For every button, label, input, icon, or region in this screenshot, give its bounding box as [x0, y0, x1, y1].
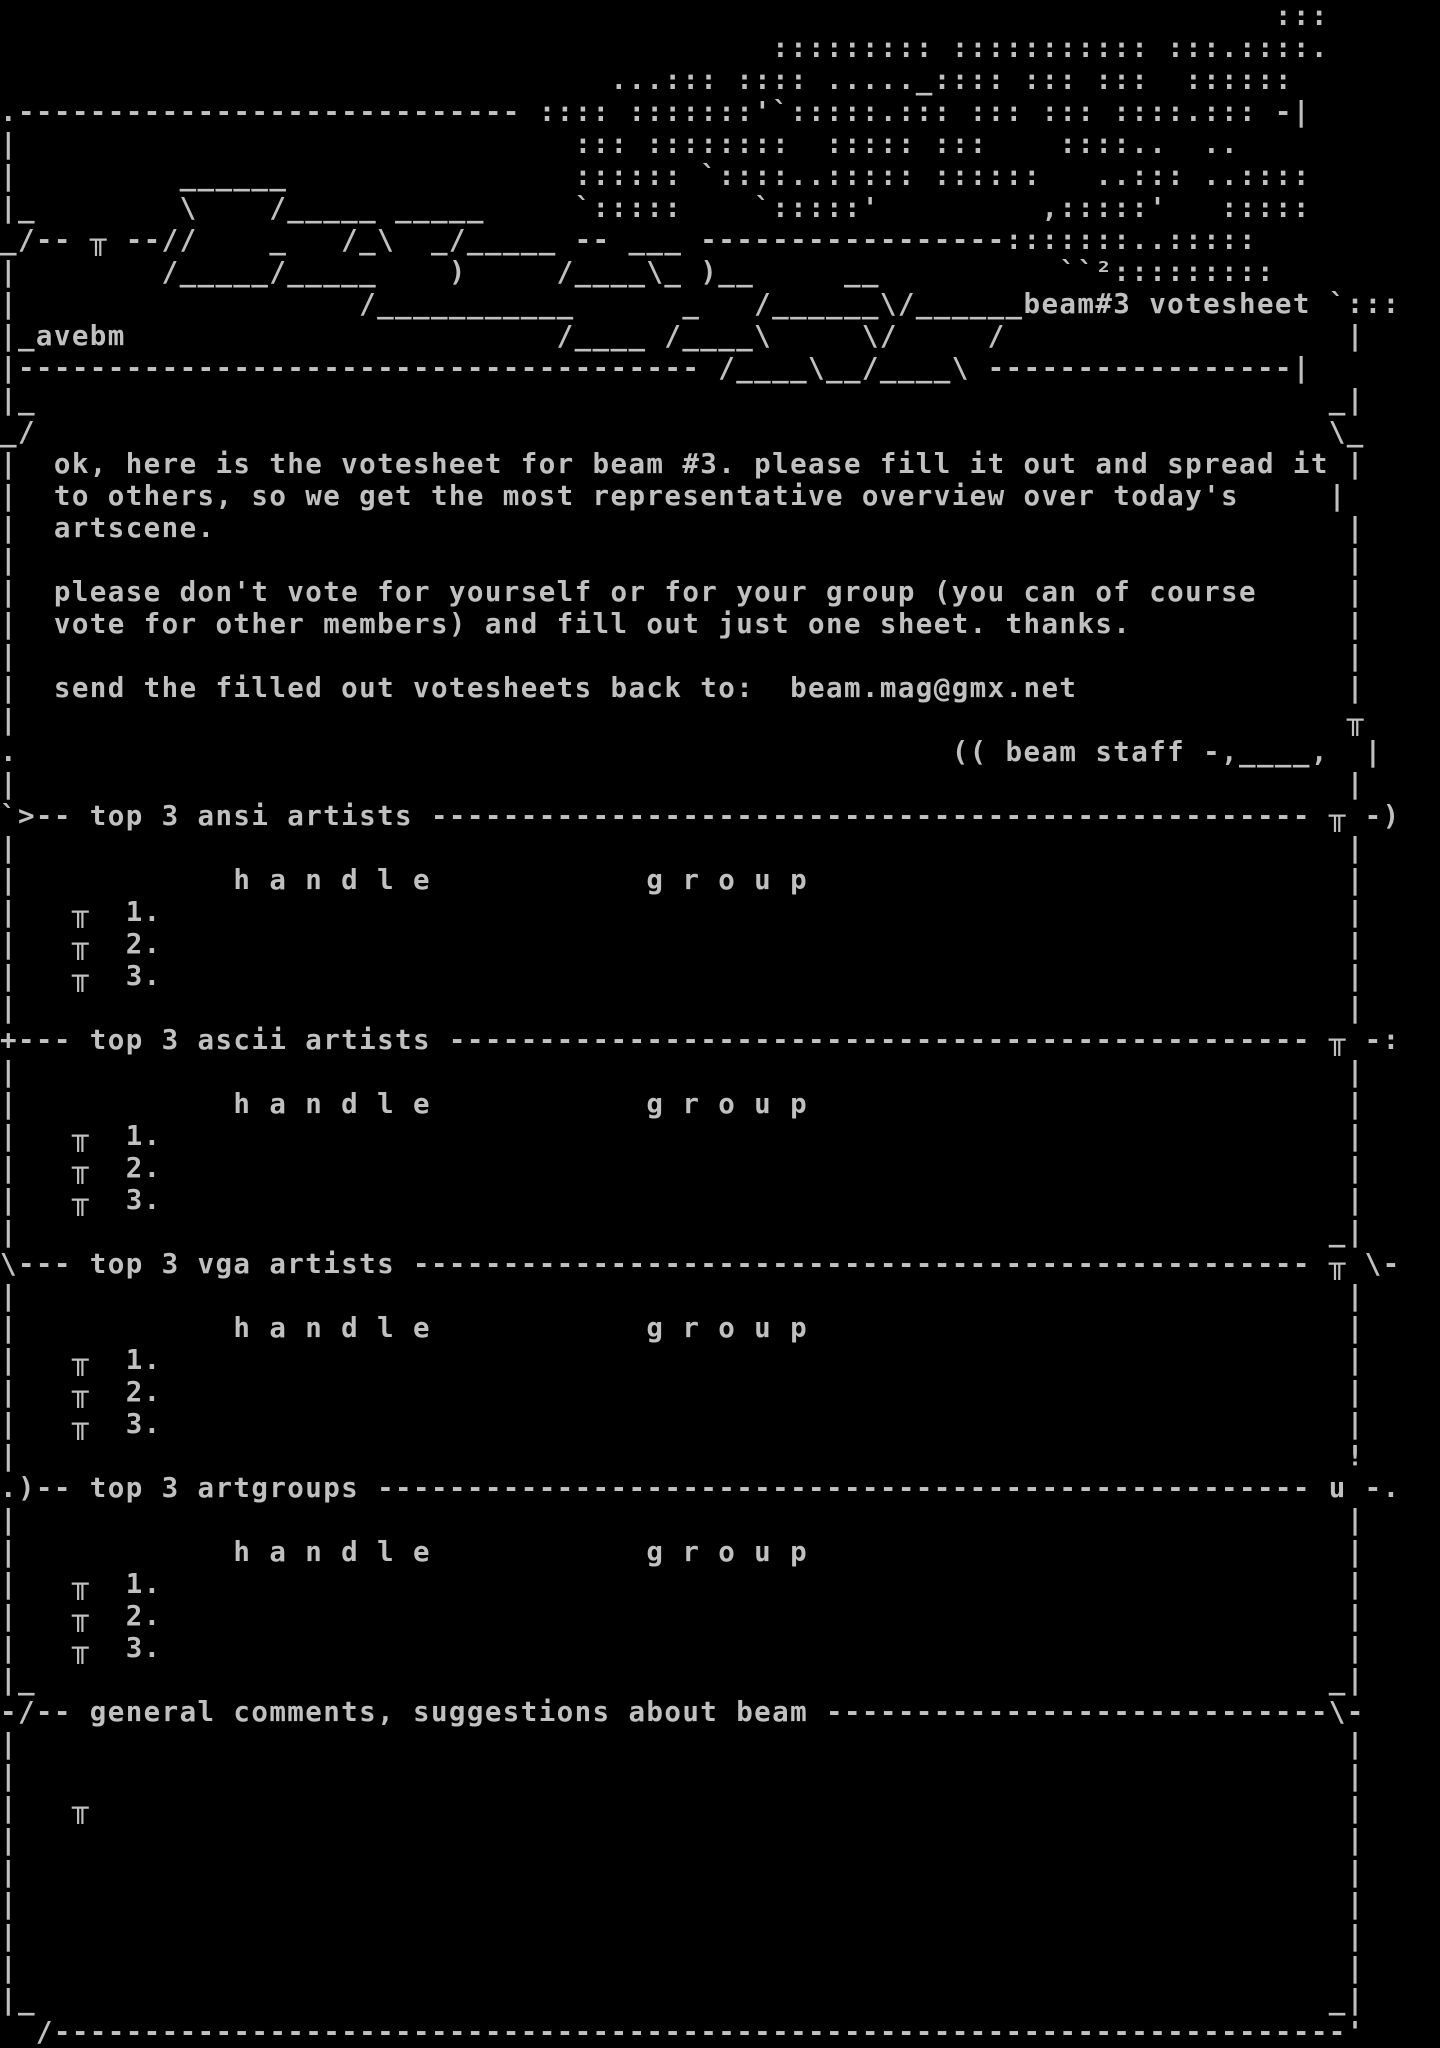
- intro-text-line: | to others, so we get the most representative overview over today's |: [0, 480, 1347, 512]
- column-header-row: | h a n d l e g r o u p |: [0, 1536, 1365, 1568]
- column-header-row: | h a n d l e g r o u p |: [0, 1088, 1365, 1120]
- send-address-line: | send the filled out votesheets back to: beam.mag@gmx.net |: [0, 672, 1365, 704]
- art-line: ::::::::: ::::::::::: :::.::::.: [0, 32, 1329, 64]
- instructions-text-line: | vote for other members) and fill out just one sheet. thanks. |: [0, 608, 1365, 640]
- art-line: _/-- ╥ --// _ /_\ _/_____ -- ___ -----------------:::::::..:::::: [0, 224, 1257, 256]
- art-line: | |: [0, 640, 1365, 672]
- art-line: | ╥ 2. |: [0, 1600, 1365, 1632]
- art-line: ...::: :::: ....._:::: ::: ::: ::::::: [0, 64, 1311, 96]
- art-line: :::: [0, 0, 1329, 32]
- art-line: | |: [0, 1856, 1365, 1888]
- art-line: | |: [0, 1504, 1365, 1536]
- section-vga-header: \--- top 3 vga artists -------------------------------------------------- ╥ \-: [0, 1248, 1401, 1280]
- art-line: | |: [0, 1888, 1365, 1920]
- column-header-row: | h a n d l e g r o u p |: [0, 1312, 1365, 1344]
- art-line: |_ _|: [0, 1984, 1365, 2016]
- art-line: | ╥ 3. |: [0, 1632, 1365, 1664]
- art-line: | ╥: [0, 704, 1365, 736]
- art-line: |_ _|: [0, 384, 1365, 416]
- art-line: | _|: [0, 1216, 1365, 1248]
- art-line: | ╥ 3. |: [0, 1408, 1365, 1440]
- art-line: | ╥ 1. |: [0, 1568, 1365, 1600]
- art-line: | ╥ 2. |: [0, 1152, 1365, 1184]
- art-line: | |: [0, 1760, 1365, 1792]
- art-line: | ╥ |: [0, 1792, 1365, 1824]
- section-comments-header: -/-- general comments, suggestions about beam ----------------------------\-: [0, 1696, 1365, 1728]
- intro-text-line: | ok, here is the votesheet for beam #3. please fill it out and spread it |: [0, 448, 1365, 480]
- section-ansi-header: `>-- top 3 ansi artists ------------------------------------------------- ╥ -): [0, 800, 1401, 832]
- art-line: | |: [0, 1056, 1365, 1088]
- art-line: | ╥ 3. |: [0, 960, 1365, 992]
- art-line: |_ \ /_____ _____ `::::: `:::::' ,:::::' :::::: [0, 192, 1311, 224]
- art-line: | /_____/_____ ) /____\_ )__ __ ``²:::::::::: [0, 256, 1275, 288]
- art-line: |-------------------------------------- /____\__/____\ -----------------|: [0, 352, 1311, 384]
- column-header-row: | h a n d l e g r o u p |: [0, 864, 1365, 896]
- art-line: | |: [0, 544, 1365, 576]
- signature-line: . (( beam staff -,____, |: [0, 736, 1383, 768]
- art-line: .---------------------------- :::: :::::::'`:::::.::: ::: ::: ::::.::: -|: [0, 96, 1311, 128]
- header-credit-line: |_avebm /____ /____\ \/ / |: [0, 320, 1365, 352]
- art-line: | !: [0, 1440, 1365, 1472]
- intro-text-line: | artscene. |: [0, 512, 1365, 544]
- art-line: | ::: :::::::: ::::: ::: ::::.. ..: [0, 128, 1239, 160]
- section-artgroups-header: .)-- top 3 artgroups ---------------------------------------------------- u -.: [0, 1472, 1401, 1504]
- art-line: | ╥ 2. |: [0, 928, 1365, 960]
- art-line: |_ _|: [0, 1664, 1365, 1696]
- art-line: | ╥ 1. |: [0, 1120, 1365, 1152]
- art-line: | ╥ 1. |: [0, 896, 1365, 928]
- art-line: /------------------------------------------------------------------------': [0, 2016, 1365, 2048]
- art-line: | |: [0, 1952, 1365, 1984]
- art-line: | |: [0, 1824, 1365, 1856]
- art-line: | |: [0, 1280, 1365, 1312]
- header-title-line: | /___________ _ /______\/______beam#3 votesheet `:::: [0, 288, 1401, 320]
- art-line: | |: [0, 768, 1365, 800]
- art-line: | |: [0, 992, 1365, 1024]
- art-line: | |: [0, 832, 1365, 864]
- art-line: | ╥ 3. |: [0, 1184, 1365, 1216]
- art-line: | ______ :::::: `::::..::::: :::::: ..::: ..::::: [0, 160, 1311, 192]
- art-line: _/ \_: [0, 416, 1365, 448]
- art-line: | ╥ 1. |: [0, 1344, 1365, 1376]
- section-ascii-header: +--- top 3 ascii artists ------------------------------------------------ ╥ -:: [0, 1024, 1401, 1056]
- art-line: | ╥ 2. |: [0, 1376, 1365, 1408]
- art-line: | |: [0, 1728, 1365, 1760]
- art-line: | |: [0, 1920, 1365, 1952]
- instructions-text-line: | please don't vote for yourself or for your group (you can of course |: [0, 576, 1365, 608]
